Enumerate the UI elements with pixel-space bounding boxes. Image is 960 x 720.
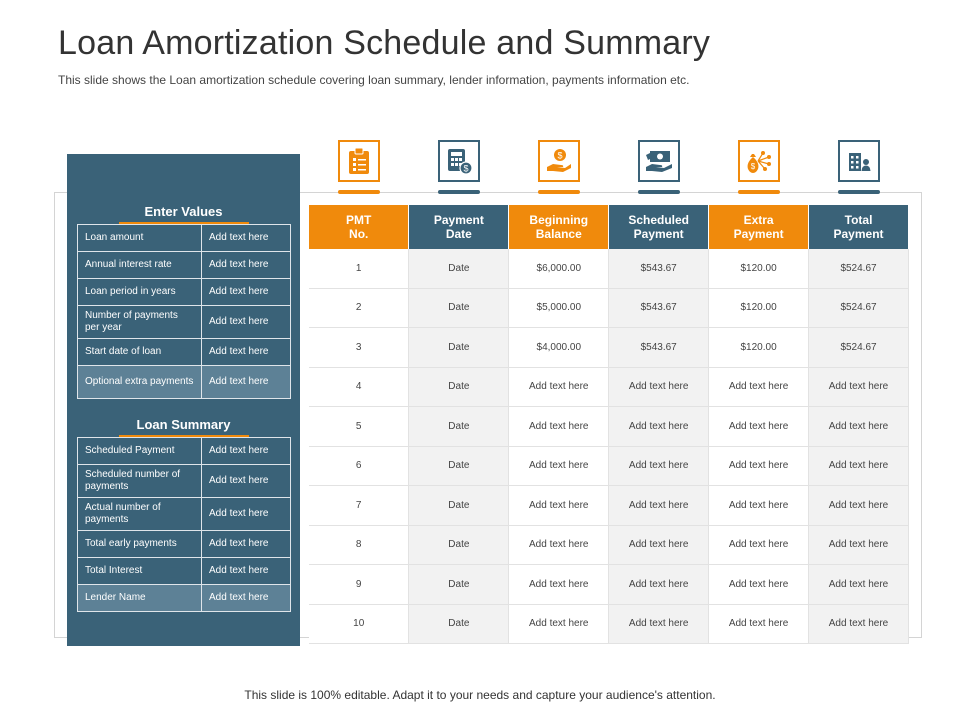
table-cell[interactable]: 7 [309,486,409,526]
kv-label: Total early payments [78,531,202,558]
left-panel [67,154,300,646]
kv-value[interactable]: Add text here [202,498,291,531]
icon-underline [738,190,780,194]
table-cell[interactable]: Date [409,407,509,447]
table-cell[interactable]: Add text here [609,486,709,526]
loan-summary-table [77,437,291,612]
table-cell[interactable]: Date [409,525,509,565]
table-cell[interactable]: 3 [309,328,409,368]
table-cell[interactable]: $524.67 [809,288,909,328]
column-header [809,205,909,249]
table-cell[interactable]: Date [409,367,509,407]
table-cell[interactable]: $6,000.00 [509,249,609,288]
table-cell[interactable]: Add text here [709,407,809,447]
cash-hand-icon [638,140,680,182]
kv-row [78,465,291,498]
table-cell[interactable]: 10 [309,604,409,644]
enter-values-heading: Enter Values [144,204,223,219]
table-cell[interactable]: 5 [309,407,409,447]
kv-value[interactable]: Add text here [202,585,291,612]
kv-row [78,306,291,339]
kv-label: Loan amount [78,225,202,252]
kv-value[interactable]: Add text here [202,558,291,585]
kv-row [78,225,291,252]
svg-text:$: $ [557,150,563,161]
table-row [309,328,909,368]
office-building-person-icon [838,140,880,182]
column-header-line2: Payment [833,227,884,241]
icon-underline [838,190,880,194]
column-header-line2: Balance [535,227,582,241]
table-cell[interactable]: Add text here [709,367,809,407]
column-header-line2: Payment [633,227,684,241]
kv-label: Total Interest [78,558,202,585]
kv-value[interactable]: Add text here [202,252,291,279]
column-header [609,205,709,249]
table-row [309,604,909,644]
icon-underline [438,190,480,194]
table-cell[interactable]: $120.00 [709,328,809,368]
table-row [309,525,909,565]
table-cell[interactable]: $543.67 [609,328,709,368]
table-cell[interactable]: Date [409,604,509,644]
table-row [309,407,909,447]
kv-value[interactable]: Add text here [202,465,291,498]
kv-row [78,498,291,531]
enter-values-table [77,224,291,399]
table-cell[interactable]: Add text here [509,565,609,605]
icon-cell [709,140,809,196]
table-cell[interactable]: 1 [309,249,409,288]
kv-value[interactable]: Add text here [202,531,291,558]
clipboard-checklist-icon [338,140,380,182]
table-cell[interactable]: $4,000.00 [509,328,609,368]
table-cell[interactable]: Date [409,565,509,605]
calculator-dollar-icon [438,140,480,182]
kv-row [78,558,291,585]
table-cell[interactable]: Date [409,288,509,328]
table-row [309,249,909,288]
kv-value[interactable]: Add text here [202,306,291,339]
table-cell[interactable]: $120.00 [709,249,809,288]
table-cell[interactable]: Add text here [609,367,709,407]
column-header-line1: Extra [743,213,774,227]
kv-row [78,531,291,558]
hand-coin-icon [538,140,580,182]
table-cell[interactable]: Add text here [809,525,909,565]
table-cell[interactable]: Date [409,249,509,288]
table-row [309,565,909,605]
table-cell[interactable]: Add text here [609,407,709,447]
kv-row [78,366,291,399]
table-cell[interactable]: Add text here [709,446,809,486]
table-cell[interactable]: 2 [309,288,409,328]
column-header-line2: Payment [733,227,784,241]
icon-cell [409,140,509,196]
column-header [309,205,409,249]
icon-underline [638,190,680,194]
table-row [309,367,909,407]
kv-value[interactable]: Add text here [202,366,291,399]
table-cell[interactable]: Add text here [809,407,909,447]
column-header-line1: Payment [433,213,484,227]
kv-label: Annual interest rate [78,252,202,279]
kv-row [78,252,291,279]
svg-text:$: $ [463,163,469,174]
money-bag-growth-icon [738,140,780,182]
kv-value[interactable]: Add text here [202,279,291,306]
table-cell[interactable]: Add text here [509,604,609,644]
svg-text:$: $ [750,162,756,171]
column-header-line1: PMT [346,213,372,227]
icon-underline [538,190,580,194]
column-header-line1: Beginning [529,213,589,227]
table-cell[interactable]: Add text here [809,367,909,407]
table-cell[interactable]: Add text here [509,367,609,407]
table-cell[interactable]: $543.67 [609,288,709,328]
table-cell[interactable]: Add text here [509,525,609,565]
column-header-line2: No. [349,227,369,241]
icon-cell [309,140,409,196]
table-cell[interactable]: Add text here [809,565,909,605]
table-cell[interactable]: Add text here [609,446,709,486]
kv-label: Scheduled Payment [78,438,202,465]
column-header [509,205,609,249]
column-header-line1: Total [844,213,873,227]
kv-row [78,279,291,306]
kv-value[interactable]: Add text here [202,225,291,252]
kv-value[interactable]: Add text here [202,339,291,366]
table-cell[interactable]: $524.67 [809,249,909,288]
icon-cell [509,140,609,196]
kv-label: Optional extra payments [78,366,202,399]
table-row [309,288,909,328]
column-header [409,205,509,249]
table-cell[interactable]: Add text here [609,525,709,565]
kv-label: Number of payments per year [78,306,202,339]
amortization-table [309,205,909,644]
table-cell[interactable]: 8 [309,525,409,565]
table-cell[interactable]: Add text here [709,565,809,605]
table-cell[interactable]: Add text here [509,446,609,486]
table-row [309,446,909,486]
table-cell[interactable]: 6 [309,446,409,486]
table-cell[interactable]: Date [409,486,509,526]
table-cell[interactable]: Add text here [609,565,709,605]
table-cell[interactable]: $524.67 [809,328,909,368]
column-header-line1: Scheduled [628,213,690,227]
table-cell[interactable]: $5,000.00 [509,288,609,328]
column-header [709,205,809,249]
table-cell[interactable]: Add text here [709,604,809,644]
kv-row [78,438,291,465]
table-cell[interactable]: Add text here [709,486,809,526]
icon-cell [809,140,909,196]
table-cell[interactable]: Add text here [809,486,909,526]
icon-cell [609,140,709,196]
table-cell[interactable]: Add text here [509,486,609,526]
kv-label: Scheduled number of payments [78,465,202,498]
kv-row [78,585,291,612]
table-cell[interactable]: 4 [309,367,409,407]
column-header-line2: Date [445,227,472,241]
icon-underline [338,190,380,194]
kv-value[interactable]: Add text here [202,438,291,465]
table-row [309,486,909,526]
kv-label: Lender Name [78,585,202,612]
kv-label: Start date of loan [78,339,202,366]
kv-row [78,339,291,366]
table-cell[interactable]: Add text here [709,525,809,565]
page-title: Loan Amortization Schedule and Summary [58,24,711,62]
page-subtitle: This slide shows the Loan amortization schedule covering loan summary, lender information, payments information etc. [58,73,690,87]
table-cell[interactable]: Date [409,328,509,368]
table-cell[interactable]: Add text here [809,446,909,486]
footer-note: This slide is 100% editable. Adapt it to your needs and capture your audience's attention. [244,688,716,702]
table-cell[interactable]: Date [409,446,509,486]
table-cell[interactable]: Add text here [509,407,609,447]
loan-summary-heading: Loan Summary [136,417,231,432]
table-cell[interactable]: Add text here [809,604,909,644]
table-cell[interactable]: 9 [309,565,409,605]
table-cell[interactable]: Add text here [609,604,709,644]
table-cell[interactable]: $543.67 [609,249,709,288]
kv-label: Actual number of payments [78,498,202,531]
kv-label: Loan period in years [78,279,202,306]
icon-row [309,140,909,196]
table-header-row [309,205,909,249]
table-cell[interactable]: $120.00 [709,288,809,328]
